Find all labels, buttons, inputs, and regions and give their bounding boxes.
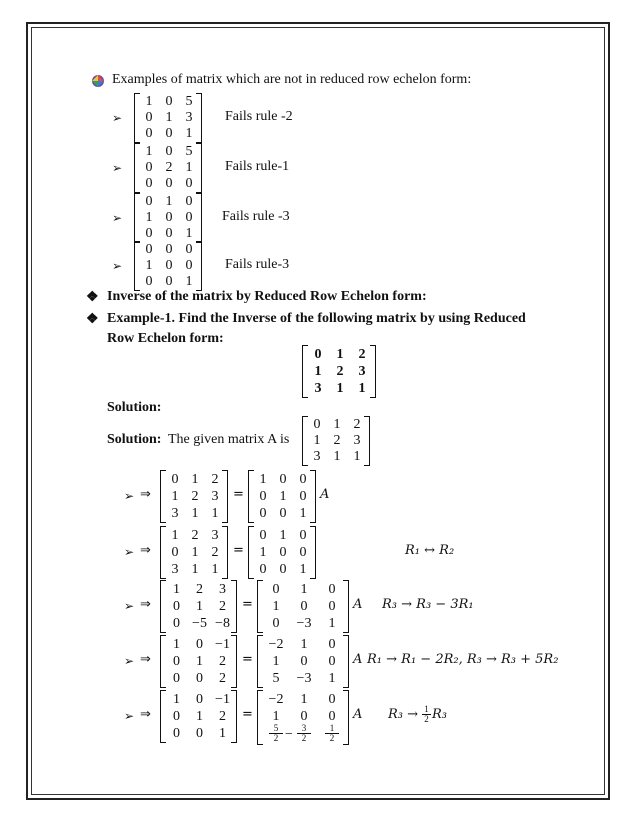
solution-label-2: Solution: — [107, 432, 162, 447]
matrix-cell: 1 — [191, 561, 199, 577]
matrix-cell: −1 — [215, 636, 230, 652]
matrix-cell: 0 — [272, 615, 280, 631]
example-label: Fails rule-3 — [225, 257, 290, 272]
matrix-cell: −8 — [215, 615, 230, 631]
matrix-cell: 1 — [165, 110, 173, 125]
arrow-bullet-icon: ➢ — [124, 545, 135, 559]
step-left-matrix — [160, 580, 237, 633]
matrix-cell: 3 — [358, 363, 366, 379]
fraction-sign: − — [285, 727, 293, 742]
matrix-cell: 1 — [185, 226, 193, 241]
matrix-cell: 0 — [328, 708, 336, 724]
fraction-denominator: 2 — [329, 733, 335, 743]
matrix-cell: 0 — [185, 194, 193, 209]
matrix-cell: 0 — [165, 94, 173, 109]
matrix-cell: 0 — [300, 653, 308, 669]
matrix-cell: 0 — [173, 598, 180, 614]
matrix-cell: 1 — [313, 433, 321, 448]
matrix-cell: 1 — [185, 160, 193, 175]
matrix-cell: 0 — [279, 544, 287, 560]
matrix-cell: 1 — [279, 527, 287, 543]
matrix-cell: 5 — [272, 670, 280, 686]
matrix-cell: 0 — [328, 581, 336, 597]
example-matrix — [134, 143, 202, 193]
diamond-bullet-icon: ❖ — [86, 290, 99, 305]
matrix-cell: 0 — [145, 226, 153, 241]
matrix-cell: 0 — [145, 110, 153, 125]
matrix-cell: 0 — [165, 274, 173, 289]
step-right-matrix — [257, 690, 349, 745]
matrix-cell: 1 — [165, 194, 173, 209]
row-operation-suffix: R₃ — [432, 707, 447, 722]
arrow-bullet-icon: ➢ — [124, 654, 135, 668]
matrix-cell: 5 — [185, 144, 193, 159]
matrix-cell: 0 — [279, 471, 287, 487]
example-matrix — [134, 241, 202, 291]
matrix-cell: 1 — [279, 488, 287, 504]
equals-symbol: = — [242, 652, 253, 667]
fraction-numerator: 1 — [325, 724, 339, 734]
matrix-cell: 1 — [173, 581, 180, 597]
solution-intro: The given matrix A is — [168, 432, 290, 447]
matrix-cell: 0 — [272, 581, 280, 597]
matrix-cell: 1 — [191, 471, 199, 487]
step-left-matrix — [160, 470, 228, 523]
matrix-cell: 0 — [196, 670, 203, 686]
equals-symbol: = — [242, 597, 253, 612]
row-operation: R₁ → R₁ − 2R₂, R₃ → R₃ + 5R₂ — [367, 652, 559, 667]
equals-symbol: = — [233, 543, 244, 558]
matrix-cell: 0 — [185, 210, 193, 225]
matrix-cell: 0 — [171, 544, 179, 560]
matrix-cell: 1 — [314, 363, 322, 379]
matrix-cell: 1 — [191, 544, 199, 560]
example-title-line1: Example-1. Find the Inverse of the following matrix by using Reduced — [107, 311, 526, 326]
matrix-fraction — [297, 724, 311, 743]
matrix-cell: 3 — [211, 527, 219, 543]
arrow-bullet-icon: ➢ — [124, 599, 135, 613]
example-title-line2: Row Echelon form: — [107, 331, 224, 346]
matrix-cell: 0 — [165, 226, 173, 241]
step-right-matrix — [248, 526, 316, 579]
example-label: Fails rule -2 — [225, 109, 293, 124]
section-matrix — [302, 345, 376, 398]
matrix-cell: 3 — [211, 488, 219, 504]
matrix-cell: 0 — [328, 691, 336, 707]
matrix-cell: −1 — [215, 691, 230, 707]
matrix-cell: −5 — [192, 615, 207, 631]
row-operation: R₁ ↔ R₂ — [405, 543, 455, 558]
diamond-bullet-icon: ❖ — [86, 312, 99, 327]
fraction-denominator: 2 — [301, 733, 307, 743]
gem-bullet-icon — [91, 74, 105, 88]
matrix-cell: 0 — [259, 527, 267, 543]
matrix-cell: 2 — [336, 363, 344, 379]
matrix-cell: 1 — [333, 417, 341, 432]
heading-text: Examples of matrix which are not in reduced row echelon form: — [112, 72, 472, 87]
matrix-cell: 0 — [145, 176, 153, 191]
matrix-cell: −3 — [296, 615, 312, 631]
matrix-cell: 0 — [299, 544, 307, 560]
matrix-cell: 3 — [185, 110, 193, 125]
matrix-cell: 1 — [196, 708, 203, 724]
matrix-cell: 2 — [165, 160, 173, 175]
matrix-cell: 0 — [196, 636, 203, 652]
matrix-fraction — [325, 724, 339, 743]
matrix-cell: 2 — [211, 544, 219, 560]
matrix-cell: 3 — [313, 449, 321, 464]
implies-symbol: ⇒ — [140, 543, 151, 558]
matrix-cell: 1 — [145, 144, 153, 159]
matrix-cell: 0 — [165, 176, 173, 191]
fraction-numerator: 1 — [422, 705, 431, 715]
matrix-cell: 0 — [145, 126, 153, 141]
example-matrix — [134, 93, 202, 143]
matrix-A-symbol: A — [320, 487, 330, 502]
section-title: Inverse of the matrix by Reduced Row Echelon form: — [107, 289, 427, 304]
matrix-cell: 2 — [196, 581, 203, 597]
fraction-denominator: 2 — [273, 733, 279, 743]
matrix-A-symbol: A — [353, 652, 363, 667]
matrix-cell: 1 — [272, 708, 280, 724]
example-label: Fails rule-1 — [225, 159, 290, 174]
implies-symbol: ⇒ — [140, 652, 151, 667]
matrix-A-symbol: A — [353, 707, 363, 722]
matrix-cell: 0 — [173, 708, 180, 724]
implies-symbol: ⇒ — [140, 597, 151, 612]
matrix-cell: 0 — [171, 471, 179, 487]
matrix-cell: 1 — [219, 725, 226, 741]
matrix-cell: 1 — [259, 544, 267, 560]
matrix-cell: 0 — [299, 471, 307, 487]
row-operation: R₃ → R₃ − 3R₁ — [382, 597, 474, 612]
arrow-bullet-icon: ➢ — [112, 259, 123, 273]
matrix-cell: 1 — [272, 598, 280, 614]
matrix-cell: 0 — [173, 725, 180, 741]
matrix-cell: 1 — [333, 449, 341, 464]
matrix-cell: 3 — [219, 581, 226, 597]
matrix-cell: 2 — [219, 670, 226, 686]
matrix-cell: 1 — [173, 691, 180, 707]
matrix-cell: 1 — [328, 670, 336, 686]
matrix-cell: 0 — [173, 670, 180, 686]
matrix-cell: 1 — [353, 449, 361, 464]
matrix-cell: 5 — [185, 94, 193, 109]
matrix-cell: 0 — [313, 417, 321, 432]
matrix-cell: 0 — [165, 210, 173, 225]
equals-symbol: = — [233, 487, 244, 502]
implies-symbol: ⇒ — [140, 707, 151, 722]
matrix-cell: 1 — [336, 346, 344, 362]
matrix-cell: 3 — [353, 433, 361, 448]
matrix-cell: 0 — [328, 653, 336, 669]
arrow-bullet-icon: ➢ — [112, 211, 123, 225]
example-label: Fails rule -3 — [222, 209, 290, 224]
matrix-cell: 1 — [145, 94, 153, 109]
matrix-cell: 1 — [145, 258, 153, 273]
matrix-cell: 2 — [191, 488, 199, 504]
matrix-cell: 0 — [185, 258, 193, 273]
step-right-matrix — [257, 580, 349, 633]
matrix-cell: −3 — [296, 670, 312, 686]
matrix-cell: 1 — [145, 210, 153, 225]
matrix-cell: 3 — [171, 505, 179, 521]
solution-matrix — [302, 416, 370, 466]
matrix-cell: 0 — [185, 242, 193, 257]
matrix-cell: 0 — [165, 144, 173, 159]
step-left-matrix — [160, 635, 237, 688]
matrix-cell: 0 — [145, 194, 153, 209]
matrix-cell: 2 — [333, 433, 341, 448]
matrix-cell: 0 — [165, 258, 173, 273]
matrix-cell: 0 — [300, 708, 308, 724]
matrix-cell: −2 — [268, 636, 284, 652]
row-operation: R₃ → — [388, 707, 419, 722]
matrix-cell: 1 — [328, 615, 336, 631]
matrix-cell: 0 — [328, 598, 336, 614]
matrix-cell: 0 — [299, 488, 307, 504]
arrow-bullet-icon: ➢ — [112, 111, 123, 125]
matrix-cell: 1 — [185, 126, 193, 141]
matrix-cell: 0 — [185, 176, 193, 191]
matrix-cell: 2 — [219, 708, 226, 724]
matrix-cell: 2 — [191, 527, 199, 543]
equals-symbol: = — [242, 707, 253, 722]
matrix-cell: 1 — [300, 691, 308, 707]
matrix-cell: 1 — [211, 505, 219, 521]
matrix-cell: 1 — [300, 636, 308, 652]
matrix-cell: 0 — [259, 561, 267, 577]
matrix-cell: 1 — [272, 653, 280, 669]
matrix-cell: 0 — [165, 242, 173, 257]
matrix-cell: 0 — [279, 505, 287, 521]
matrix-cell: 3 — [171, 561, 179, 577]
matrix-cell: 1 — [299, 561, 307, 577]
arrow-bullet-icon: ➢ — [124, 709, 135, 723]
matrix-cell: 0 — [279, 561, 287, 577]
matrix-cell: 1 — [171, 488, 179, 504]
matrix-cell: 1 — [299, 505, 307, 521]
matrix-cell: 2 — [219, 598, 226, 614]
matrix-cell: 3 — [314, 380, 322, 396]
matrix-cell: 2 — [211, 471, 219, 487]
matrix-cell: 2 — [358, 346, 366, 362]
matrix-cell: 0 — [145, 274, 153, 289]
matrix-cell: 0 — [173, 653, 180, 669]
arrow-bullet-icon: ➢ — [124, 489, 135, 503]
example-matrix — [134, 193, 202, 243]
matrix-cell: 1 — [185, 274, 193, 289]
matrix-cell: 1 — [358, 380, 366, 396]
matrix-cell: 0 — [173, 615, 180, 631]
matrix-cell: 0 — [145, 160, 153, 175]
step-left-matrix — [160, 526, 228, 579]
matrix-A-symbol: A — [353, 597, 363, 612]
matrix-cell: −2 — [268, 691, 284, 707]
step-left-matrix — [160, 690, 237, 743]
fraction-denominator: 2 — [424, 714, 429, 724]
matrix-cell: 1 — [211, 561, 219, 577]
matrix-cell: 0 — [259, 488, 267, 504]
implies-symbol: ⇒ — [140, 487, 151, 502]
operation-fraction — [422, 705, 431, 724]
matrix-cell: 0 — [145, 242, 153, 257]
matrix-cell: 2 — [353, 417, 361, 432]
matrix-cell: 1 — [300, 581, 308, 597]
solution-label-1: Solution: — [107, 400, 162, 415]
matrix-cell: 1 — [196, 598, 203, 614]
matrix-cell: 0 — [300, 598, 308, 614]
fraction-numerator: 3 — [297, 724, 311, 734]
matrix-cell: 1 — [336, 380, 344, 396]
matrix-cell: 1 — [196, 653, 203, 669]
step-right-matrix — [248, 470, 316, 523]
matrix-cell: 0 — [196, 725, 203, 741]
arrow-bullet-icon: ➢ — [112, 161, 123, 175]
matrix-cell: 0 — [259, 505, 267, 521]
matrix-cell: 1 — [171, 527, 179, 543]
matrix-cell: 0 — [299, 527, 307, 543]
matrix-cell: 0 — [165, 126, 173, 141]
matrix-cell: 1 — [173, 636, 180, 652]
matrix-cell: 0 — [196, 691, 203, 707]
matrix-cell: 0 — [314, 346, 322, 362]
matrix-cell: 1 — [191, 505, 199, 521]
step-right-matrix — [257, 635, 349, 688]
matrix-cell: 1 — [259, 471, 267, 487]
matrix-cell: 2 — [219, 653, 226, 669]
matrix-fraction — [269, 724, 283, 743]
fraction-numerator: 5 — [269, 724, 283, 734]
matrix-cell: 0 — [328, 636, 336, 652]
